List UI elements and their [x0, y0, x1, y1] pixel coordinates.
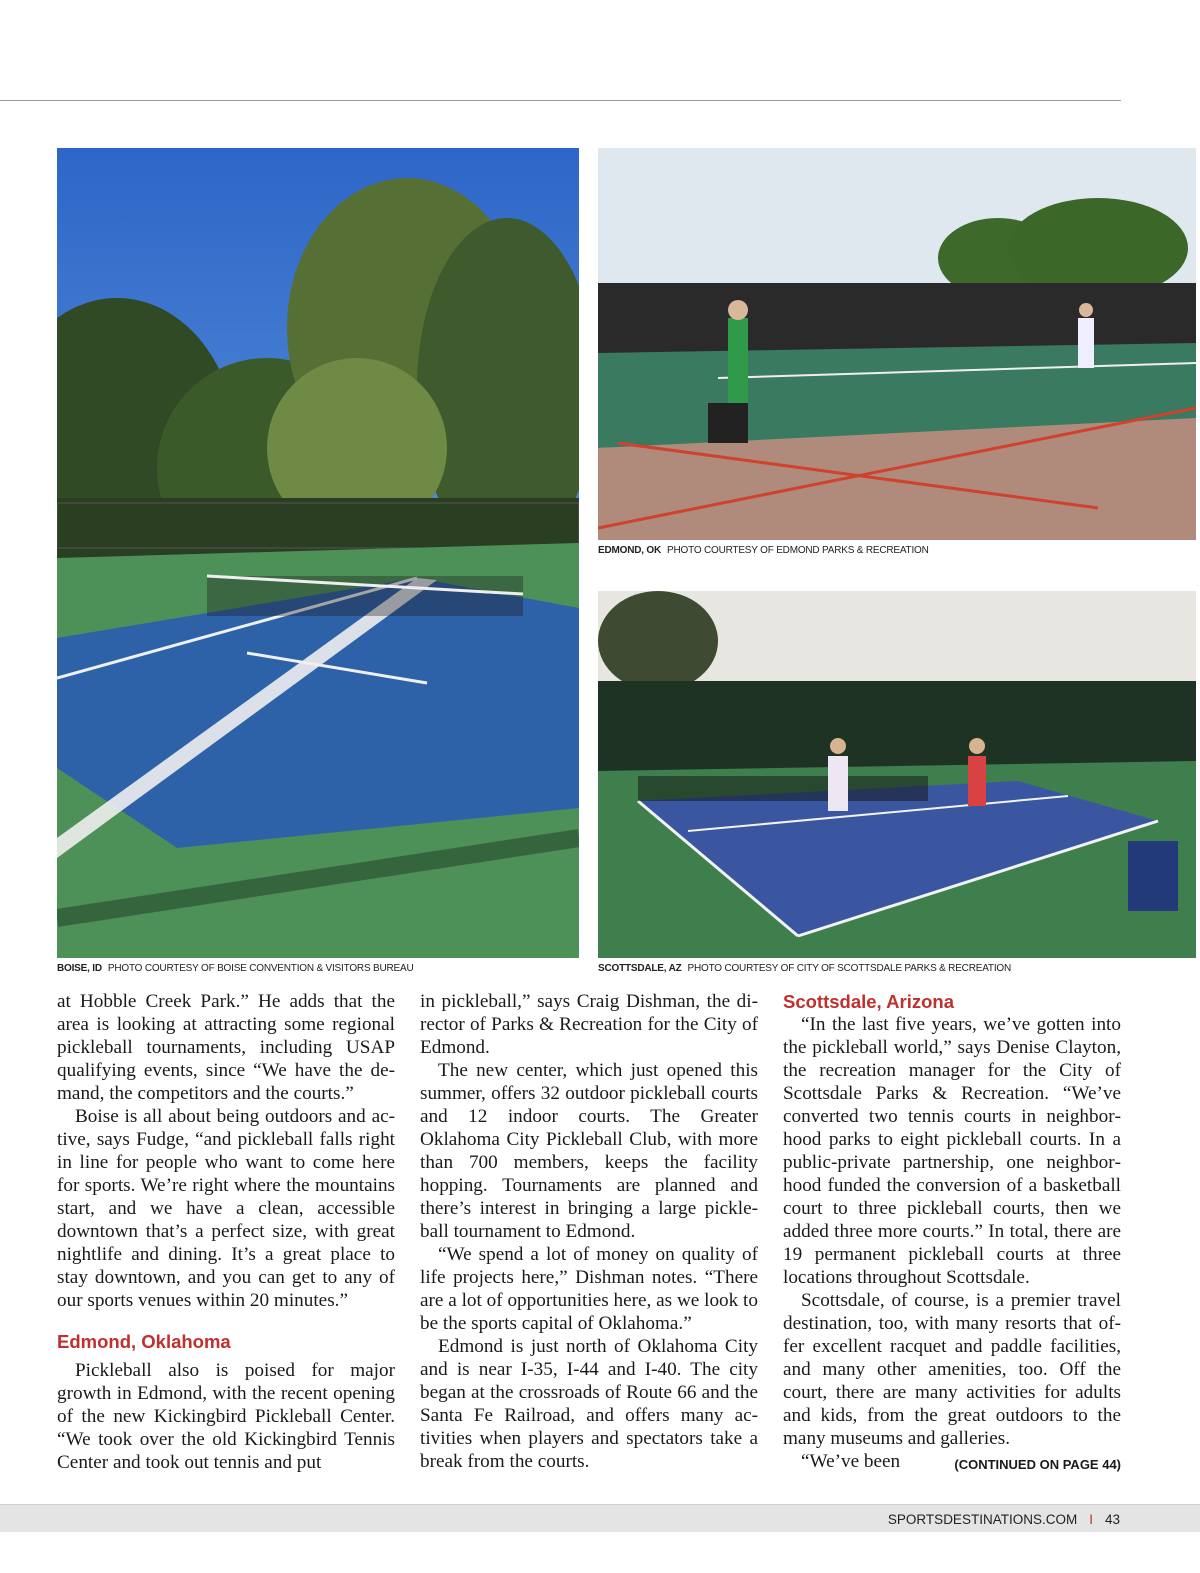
page-number: 43 — [1104, 1512, 1120, 1527]
continued-link[interactable]: (CONTINUED ON PAGE 44) — [954, 1457, 1121, 1472]
paragraph: The new center, which just opened this summer, offers 32 outdoor pickleball courts and 12 indoor courts. The Greater Oklahoma City Pickleball Club, with more than 700 members, keeps the facility hopping. Tournaments are planned and there’s interest in bringing a large pickleball tournament to Edmond. — [420, 1060, 758, 1242]
paragraph: “We spend a lot of money on quality of life projects here,” Dishman notes. “There are a lot of opportunities here, as we look to be the sports capital of Oklahoma.” — [420, 1244, 758, 1334]
footer-site[interactable]: SPORTSDESTINATIONS.COM — [887, 1512, 1078, 1527]
paragraph-text: “We’ve been — [801, 1451, 901, 1472]
boise-court-photo — [57, 148, 579, 958]
caption-location: EDMOND, OK — [598, 545, 662, 556]
photo-caption-boise — [57, 963, 413, 974]
photo-caption-scottsdale — [598, 963, 1011, 974]
caption-credit: PHOTO COURTESY OF EDMOND PARKS & RECREATION — [667, 545, 929, 556]
paragraph-last — [783, 1450, 1121, 1473]
caption-location: SCOTTSDALE, AZ — [598, 963, 682, 974]
photo-caption-edmond — [598, 545, 929, 556]
paragraph: Boise is all about being outdoors and active, says Fudge, “and pickleball falls right in line for people who want to come here for sports. We’re right where the mountains start, and we have a clean, accessible downtown that’s a perfect size, with great nightlife and dining. It’s a great place to stay downtown, and you can get to any of our sports venues within 20 minutes.” — [57, 1106, 395, 1311]
section-heading-edmond: Edmond, Oklahoma — [57, 1331, 231, 1352]
paragraph: “In the last five years, we’ve gotten into the pickleball world,” says Denise Clayton, the recreation manager for the City of Scottsdale Parks & Recreation. “We’ve converted two tennis courts in neighborhood parks to eight pickleball courts. In a public-private partnership, one neighborhood funded the conversion of a basketball court to three pickleball courts, then we added three more courts.” In total, there are 19 permanent pickleball courts at three locations throughout Scottsdale. — [783, 1014, 1121, 1288]
footer — [888, 1512, 1120, 1527]
edmond-court-photo — [598, 148, 1196, 540]
caption-credit: PHOTO COURTESY OF CITY OF SCOTTSDALE PARKS & RECREATION — [687, 963, 1012, 974]
section-heading-scottsdale: Scottsdale, Arizona — [783, 991, 954, 1012]
footer-separator: I — [1089, 1512, 1093, 1527]
article-column-3 — [783, 990, 1121, 1476]
scottsdale-court-photo — [598, 591, 1196, 958]
caption-credit: PHOTO COURTESY OF BOISE CONVENTION & VISITORS BUREAU — [107, 963, 414, 974]
article-column-1 — [57, 990, 395, 1474]
caption-location: BOISE, ID — [57, 963, 102, 974]
paragraph: Edmond is just north of Oklahoma City and is near I-35, I-44 and I-40. The city began at the crossroads of Route 66 and the Santa Fe Railroad, and offers many activities when players and spectators take a break from the courts. — [420, 1336, 758, 1472]
paragraph: at Hobble Creek Park.” He adds that the area is looking at attracting some regional pickleball tournaments, including USAP qualifying events, since “We have the demand, the competitors and the courts.” — [57, 991, 395, 1104]
top-rule — [0, 100, 1121, 101]
paragraph: Pickleball also is poised for major growth in Edmond, with the recent opening of the new Kickingbird Pickleball Center. “We took over the old Kickingbird Tennis Center and took out tennis and put — [57, 1360, 395, 1473]
paragraph: in pickleball,” says Craig Dishman, the director of Parks & Recreation for the City of Edmond. — [420, 991, 758, 1058]
article-column-2 — [420, 990, 758, 1473]
paragraph: Scottsdale, of course, is a premier travel destination, too, with many resorts that offer excellent racquet and paddle facilities, and many other amenities, too. Off the court, there are many activities for adults and kids, from the great outdoors to the many museums and galleries. — [783, 1290, 1121, 1449]
